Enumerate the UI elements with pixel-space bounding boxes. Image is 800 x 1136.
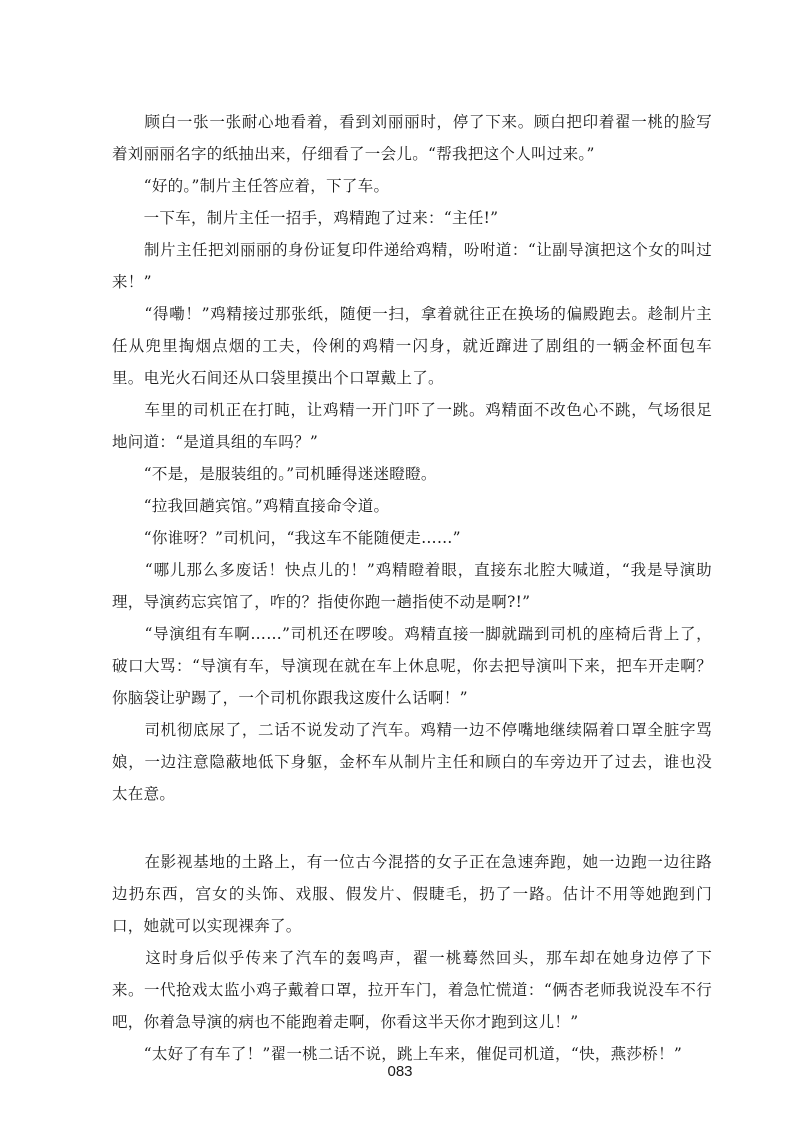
paragraph: 一下车，制片主任一招手，鸡精跑了过来：“主任!” [112, 209, 499, 227]
body-text [112, 106, 712, 1070]
section-break [112, 810, 712, 846]
paragraph: “得嘞！”鸡精接过那张纸，随便一扫，拿着就往正在换场的偏殿跑去。趁制片主任从兜里掏烟点烟的工夫，伶俐的鸡精一闪身，就近蹿进了剧组的一辆金杯面包车里。电光火石间还从口袋里摸出个口罩戴上了。 [112, 305, 712, 387]
paragraph: 顾白一张一张耐心地看着，看到刘丽丽时，停了下来。顾白把印着翟一桃的脸写着刘丽丽名字的纸抽出来，仔细看了一会儿。“帮我把这个人叫过来。” [112, 113, 712, 163]
paragraph: “拉我回趟宾馆。”鸡精直接命令道。 [112, 497, 390, 515]
paragraph: 在影视基地的土路上，有一位古今混搭的女子正在急速奔跑，她一边跑一边往路边扔东西，宫女的头饰、戏服、假发片、假睫毛，扔了一路。估计不用等她跑到门口，她就可以实现裸奔了。 [112, 853, 712, 935]
paragraph: “好的。”制片主任答应着，下了车。 [112, 177, 390, 195]
paragraph: 司机彻底尿了，二话不说发动了汽车。鸡精一边不停嘴地继续隔着口罩全脏字骂娘，一边注意隐蔽地低下身躯，金杯车从制片主任和顾白的车旁边开了过去，谁也没太在意。 [112, 721, 712, 803]
paragraph: “哪儿那么多废话！快点儿的！”鸡精瞪着眼，直接东北腔大喊道，“我是导演助理，导演药忘宾馆了，咋的？指使你跑一趟指使不动是啊?!” [112, 561, 712, 611]
paragraph: 车里的司机正在打盹，让鸡精一开门吓了一跳。鸡精面不改色心不跳，气场很足地问道：“是道具组的车吗？” [112, 401, 712, 451]
paragraph: “你谁呀？”司机问，“我这车不能随便走……” [112, 529, 461, 547]
paragraph: “导演组有车啊……”司机还在啰唆。鸡精直接一脚就踹到司机的座椅后背上了，破口大骂：“导演有车，导演现在就在车上休息呢，你去把导演叫下来，把车开走啊？你脑袋让驴踢了，一个司机你跟我这废什么话啊！” [112, 625, 712, 707]
paragraph: 这时身后似乎传来了汽车的轰鸣声，翟一桃蓦然回头，那车却在她身边停了下来。一代抢戏太监小鸡子戴着口罩，拉开车门，着急忙慌道：“俩杏老师我说没车不行吧，你着急导演的病也不能跑着走啊，你看这半天你才跑到这儿！” [112, 949, 712, 1031]
paragraph: 制片主任把刘丽丽的身份证复印件递给鸡精，吩咐道：“让副导演把这个女的叫过来！” [112, 241, 712, 291]
paragraph: “不是，是服装组的。”司机睡得迷迷瞪瞪。 [112, 465, 437, 483]
paragraph: “太好了有车了！”翟一桃二话不说，跳上车来，催促司机道，“快，燕莎桥！” [112, 1045, 683, 1063]
page-number: 083 [387, 1063, 413, 1080]
